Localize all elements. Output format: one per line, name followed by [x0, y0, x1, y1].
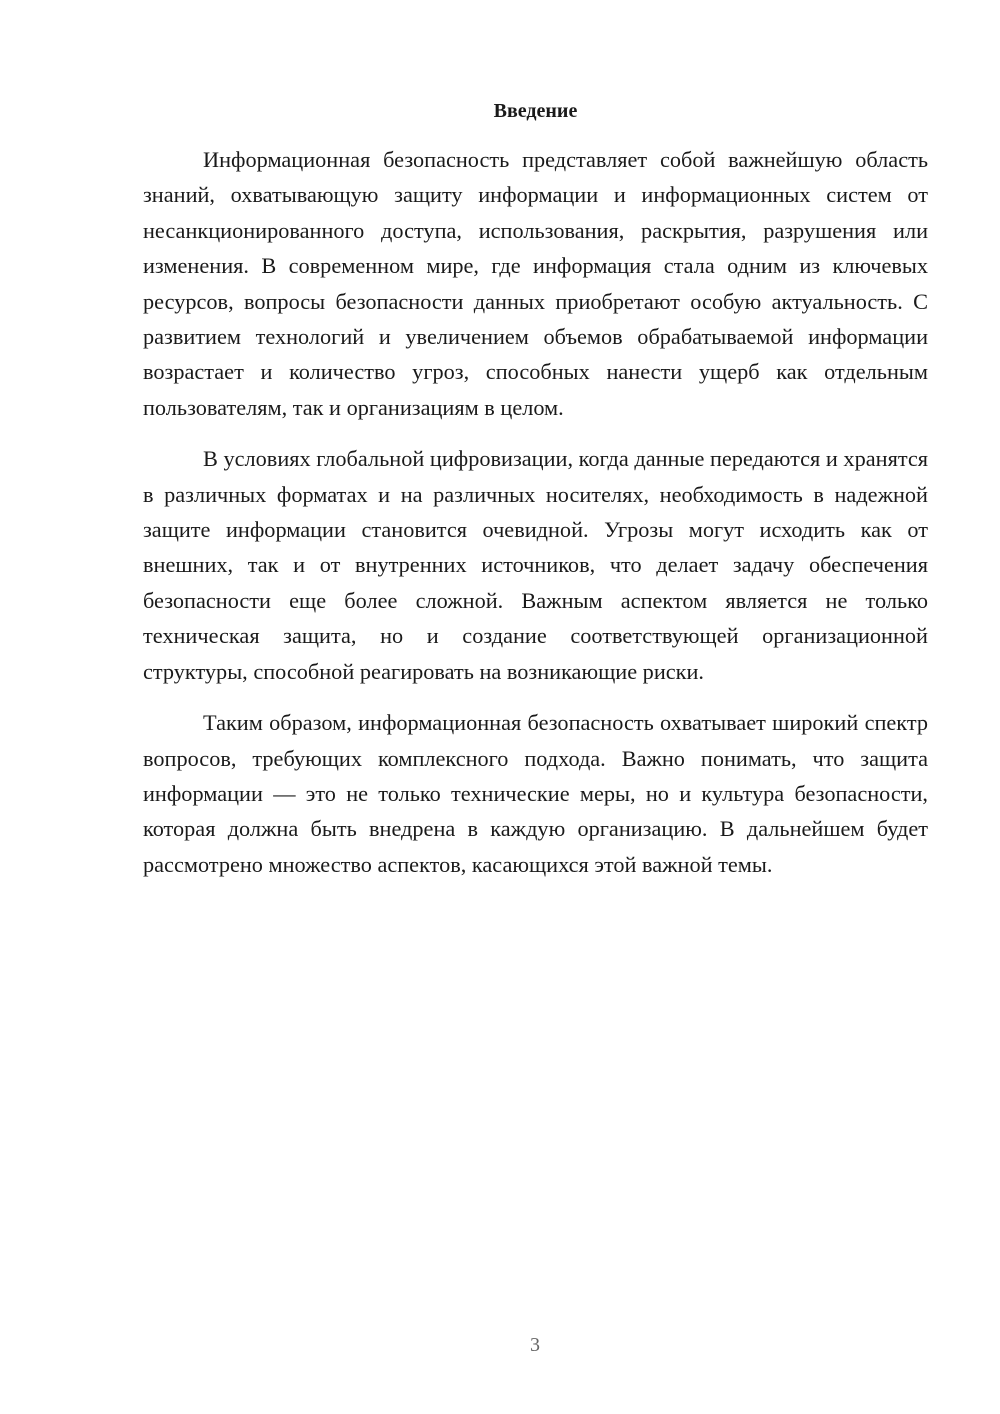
paragraph-1: Информационная безопасность представляет собой важнейшую область знаний, охватывающую защиту информации и информационных систем от несанкционированного доступа, использования, раскрытия, разрушения или изменения. В современном мире, где информация стала одним из ключевых ресурсов, вопросы безопасности данных приобретают особую актуальность. С развитием технологий и увеличением объемов обрабатываемой информации возрастает и количество угроз, способных нанести ущерб как отдельным пользователям, так и организациям в целом. [143, 147, 928, 420]
page-number: 3 [530, 1334, 540, 1356]
paragraph-3: Таким образом, информационная безопасность охватывает широкий спектр вопросов, требующих комплексного подхода. Важно понимать, что защита информации — это не только технические меры, но и культура безопасности, которая должна быть внедрена в каждую организацию. В дальнейшем будет рассмотрено множество аспектов, касающихся этой важной темы. [143, 710, 928, 877]
page-content [143, 96, 928, 898]
section-heading: Введение [493, 100, 578, 122]
paragraph-2: В условиях глобальной цифровизации, когда данные передаются и хранятся в различных форматах и на различных носителях, необходимость в надежной защите информации становится очевидной. Угрозы могут исходить как от внешних, так и от внутренних источников, что делает задачу обеспечения безопасности еще более сложной. Важным аспектом является не только техническая защита, но и создание соответствующей организационной структуры, способной реагировать на возникающие риски. [143, 446, 928, 684]
